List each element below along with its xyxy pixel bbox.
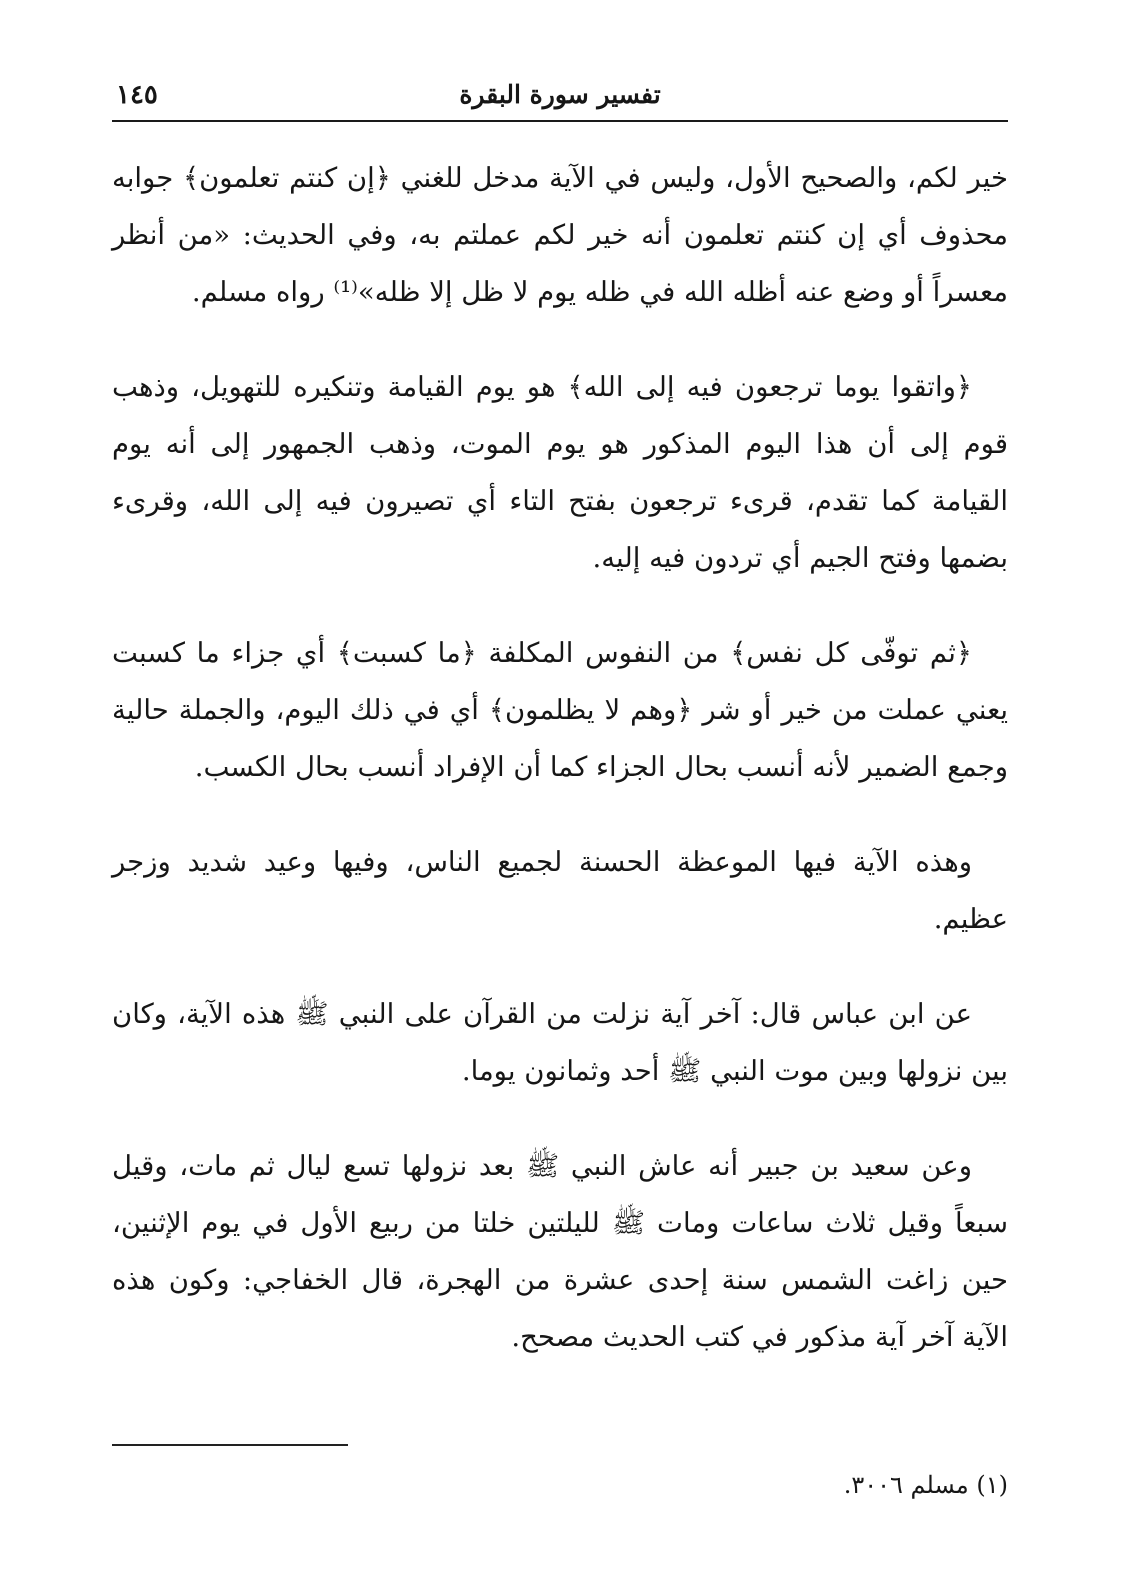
running-head bbox=[112, 70, 1008, 122]
paragraph-2: ﴿واتقوا يوما ترجعون فيه إلى الله﴾ هو يوم القيامة وتنكيره للتهويل، وذهب قوم إلى أن هذا اليوم المذكور هو يوم الموت، وذهب الجمهور إلى أنه يوم القيامة كما تقدم، قرىء ترجعون بفتح التاء أي تصيرون فيه إلى الله، وقرىء بضمها وفتح الجيم أي تردون فيه إليه. bbox=[112, 371, 1008, 574]
footnote-rule bbox=[112, 1444, 348, 1446]
paragraph-3: ﴿ثم توفّى كل نفس﴾ من النفوس المكلفة ﴿ما كسبت﴾ أي جزاء ما كسبت يعني عملت من خير أو شر ﴿وهم لا يظلمون﴾ أي في ذلك اليوم، والجملة حالية وجمع الضمير لأنه أنسب بحال الجزاء كما أن الإفراد أنسب بحال الكسب. bbox=[112, 637, 1008, 783]
paragraph-5: عن ابن عباس قال: آخر آية نزلت من القرآن على النبي ﷺ هذه الآية، وكان بين نزولها وبين موت النبي ﷺ أحد وثمانون يوما. bbox=[112, 998, 1008, 1087]
paragraph-4: وهذه الآية فيها الموعظة الحسنة لجميع الناس، وفيها وعيد شديد وزجر عظيم. bbox=[112, 846, 1008, 935]
paragraph-6: وعن سعيد بن جبير أنه عاش النبي ﷺ بعد نزولها تسع ليال ثم مات، وقيل سبعاً وقيل ثلاث ساعات ومات ﷺ لليلتين خلتا من ربيع الأول في يوم الإثنين، حين زاغت الشمس سنة إحدى عشرة من الهجرة، قال الخفاجي: وكون هذه الآية آخر آية مذكور في كتب الحديث مصحح. bbox=[112, 1150, 1008, 1353]
book-page bbox=[112, 70, 1008, 1530]
paragraph-1: خير لكم، والصحيح الأول، وليس في الآية مدخل للغني ﴿إن كنتم تعلمون﴾ جوابه محذوف أي إن كنتم تعلمون أنه خير لكم عملتم به، وفي الحديث: «من أنظر معسراً أو وضع عنه أظله الله في ظله يوم لا ظل إلا ظله»⁽¹⁾ رواه مسلم. bbox=[112, 162, 1008, 308]
running-title: تفسير سورة البقرة bbox=[459, 80, 661, 109]
body-text bbox=[112, 150, 1008, 1366]
page-number: ١٤٥ bbox=[116, 80, 158, 110]
header-rule bbox=[112, 120, 1008, 122]
footnote: (١) مسلم ٣٠٠٦. bbox=[843, 1471, 1008, 1499]
